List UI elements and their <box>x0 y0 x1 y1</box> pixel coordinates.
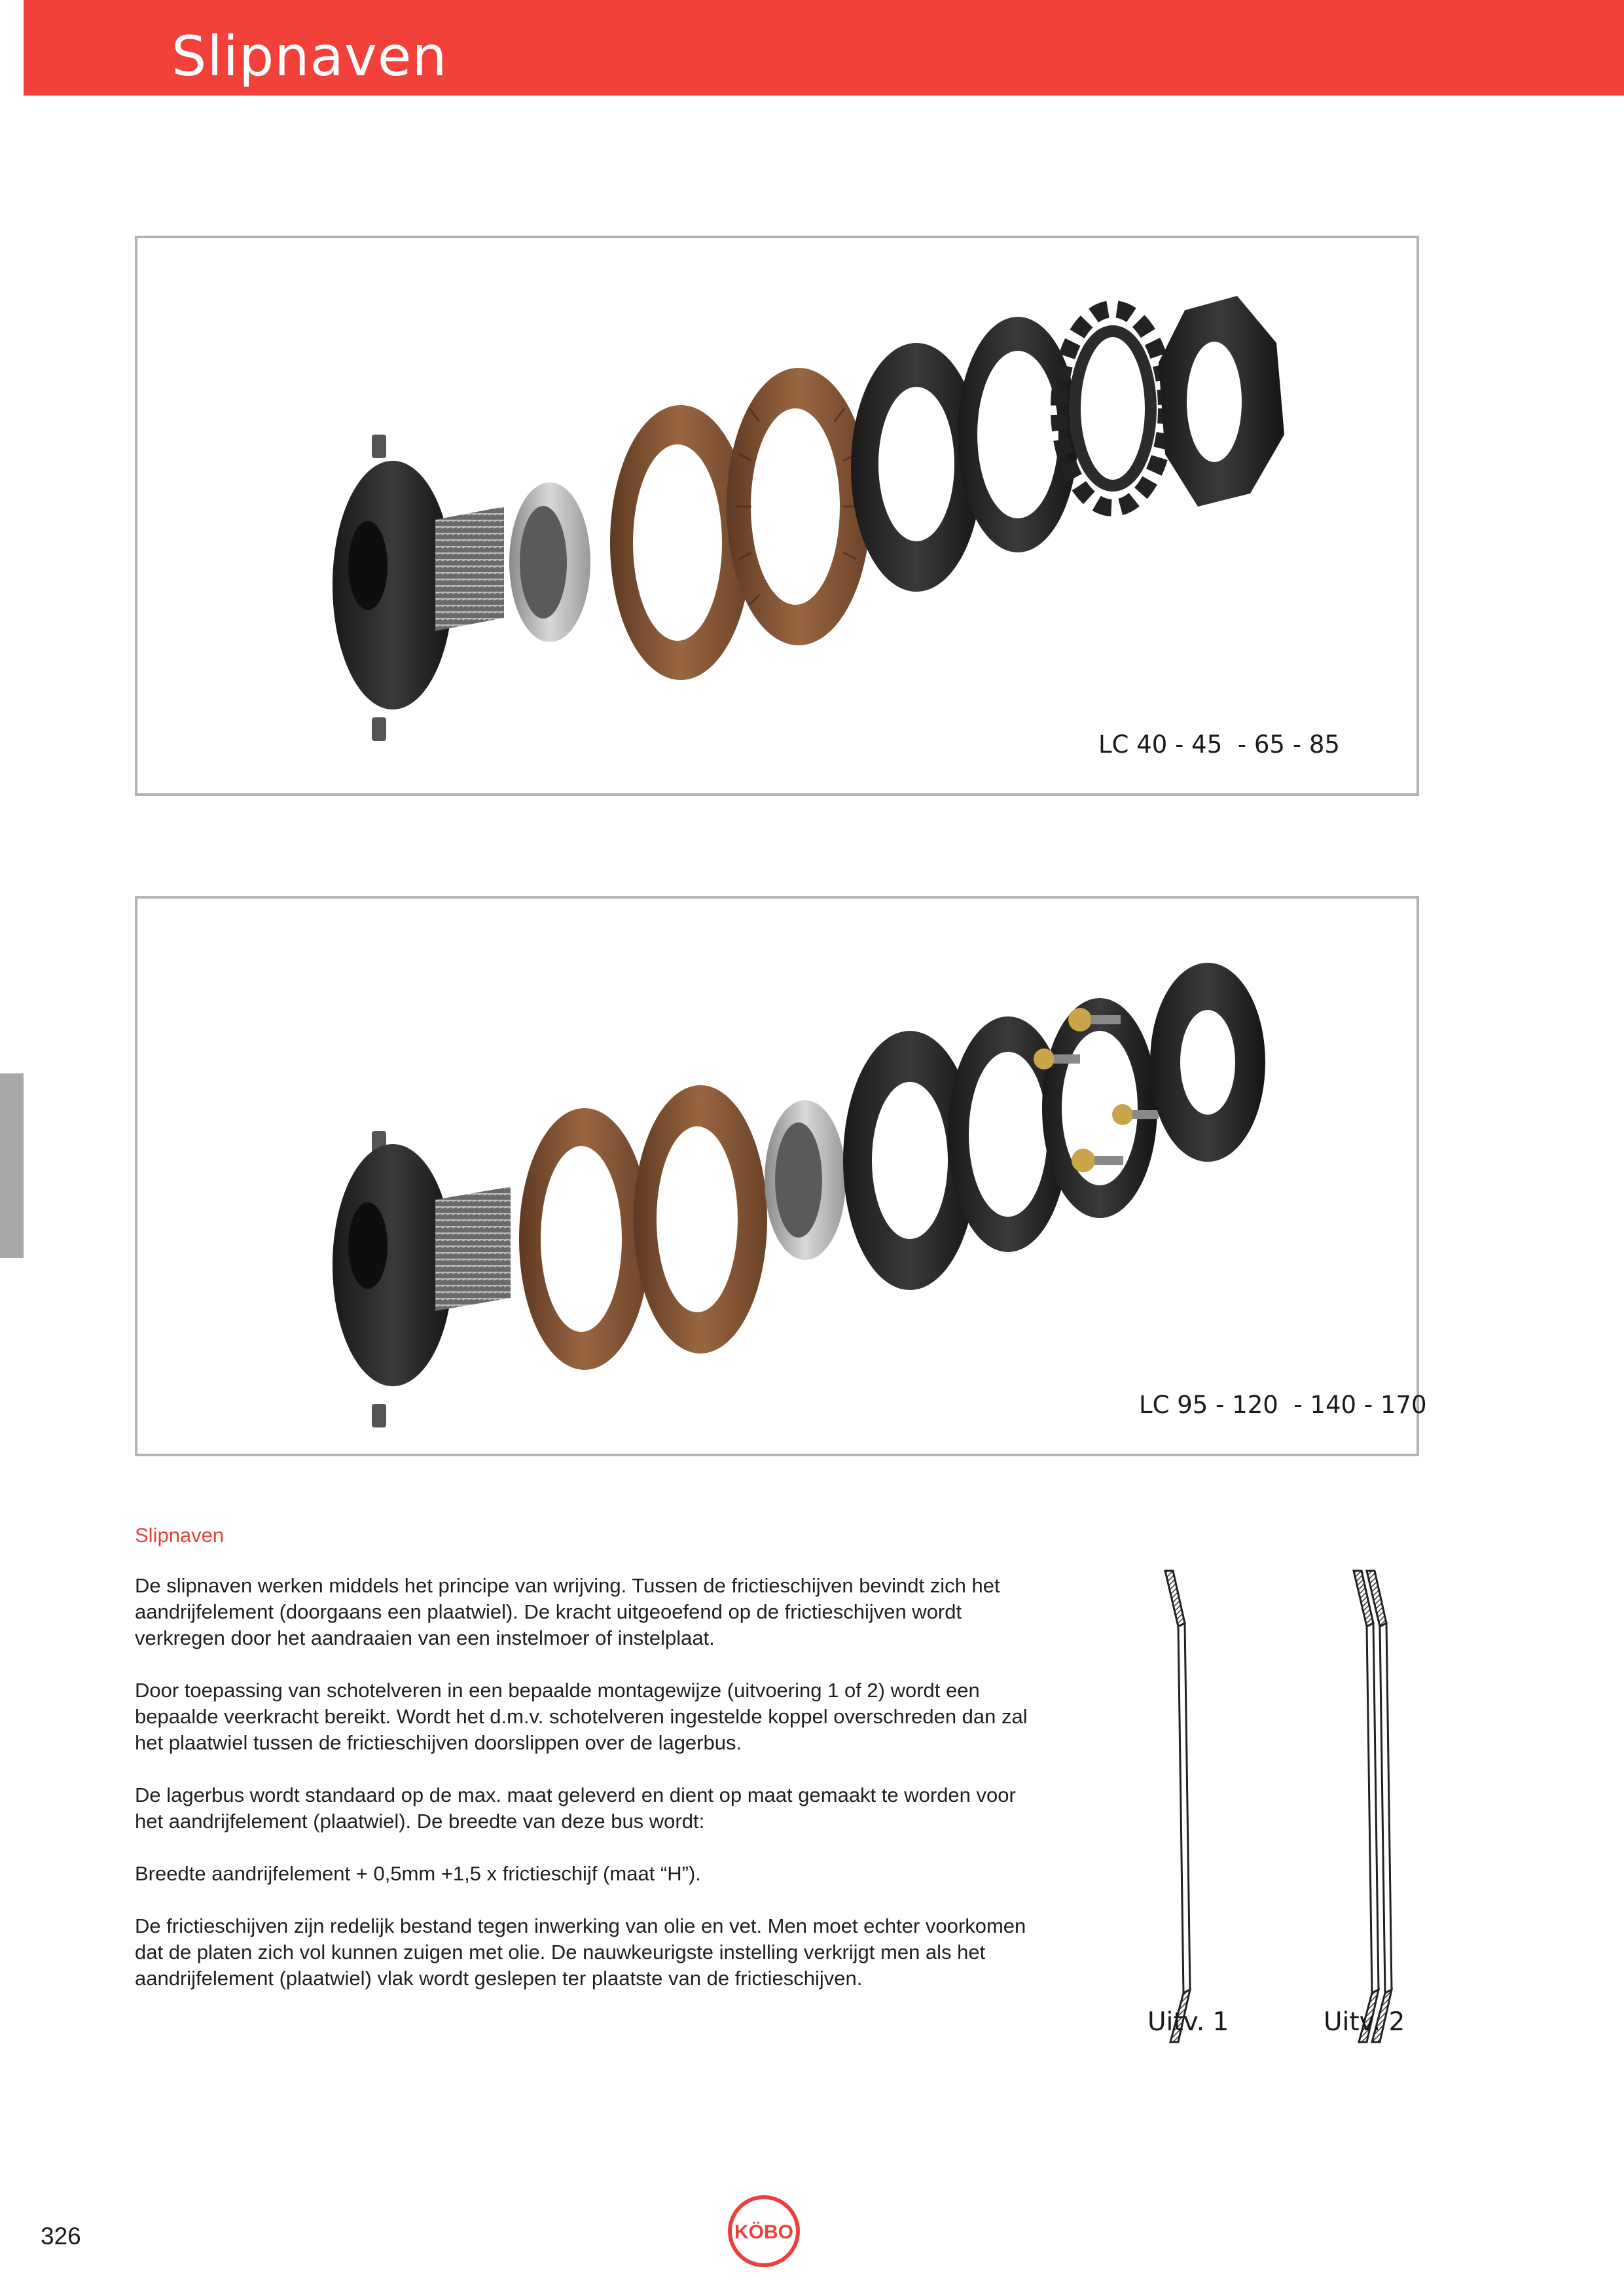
spring-label: Uitv. 1 <box>1147 2007 1229 2037</box>
spring-uitv1 <box>1165 1571 1190 2042</box>
pin-bottom <box>372 1404 386 1427</box>
spring-label: Uitv. 2 <box>1324 2007 1405 2037</box>
figure-caption: LC 95 - 120 - 140 - 170 <box>1139 1391 1427 1419</box>
tab-washer <box>1059 309 1166 508</box>
page-number: 326 <box>41 2223 81 2250</box>
logo-text: KÖBO <box>734 2221 793 2243</box>
spring-uitv2 <box>1354 1571 1392 2042</box>
figure-caption: LC 40 - 45 - 65 - 85 <box>1098 730 1340 759</box>
paragraph: Door toepassing van schotelveren in een bepaalde montagewijze (uitvoering 1 of 2) wordt een bepaalde veerkracht bereikt. Wordt het d.m.v. schotelveren ingestelde koppel overschreden dan zal het plaatwiel tussen de frictieschijven doorslippen over de lagerbus. <box>135 1679 1028 1754</box>
figure-frame-lc-small <box>135 236 1419 796</box>
exploded-view-lc-large <box>137 899 1416 1454</box>
disc-spring-diagram <box>1113 1558 1453 2055</box>
pin-top <box>372 435 386 458</box>
exploded-view-lc-small <box>137 238 1416 793</box>
kobo-logo-icon <box>727 2194 801 2269</box>
side-tab <box>0 1073 24 1258</box>
paragraph: De frictieschijven zijn redelijk bestand tegen inwerking van olie en vet. Men moet echter voorkomen dat de platen zich vol kunnen zuigen met olie. De nauwkeurigste instelling verkrijgt men als het aandrijfelement (plaatwiel) vlak wordt geslepen ter plaatste van de frictieschijven. <box>135 1914 1026 1990</box>
section-heading: Slipnaven <box>135 1524 225 1547</box>
body-text <box>135 1573 1038 2018</box>
hub-thread <box>435 1187 511 1311</box>
pin-bottom <box>372 717 386 741</box>
figure-frame-lc-large <box>135 896 1427 1456</box>
paragraph: De slipnaven werken middels het principe van wrijving. Tussen de frictieschijven bevindt zich het aandrijfelement (doorgaans een plaatwiel). De kracht uitgeoefend op de frictieschijven wordt verkregen door het aandraaien van een instelmoer of instelplaat. <box>135 1574 1000 1649</box>
paragraph: De lagerbus wordt standaard op de max. maat geleverd en dient op maat gemaakt te worden voor het aandrijfelement (plaatwiel). De breedte van deze bus wordt: <box>135 1784 1016 1833</box>
page-title: Slipnaven <box>171 24 448 88</box>
hub-thread <box>435 507 504 631</box>
paragraph: Breedte aandrijfelement + 0,5mm +1,5 x frictieschijf (maat “H”). <box>135 1862 701 1885</box>
